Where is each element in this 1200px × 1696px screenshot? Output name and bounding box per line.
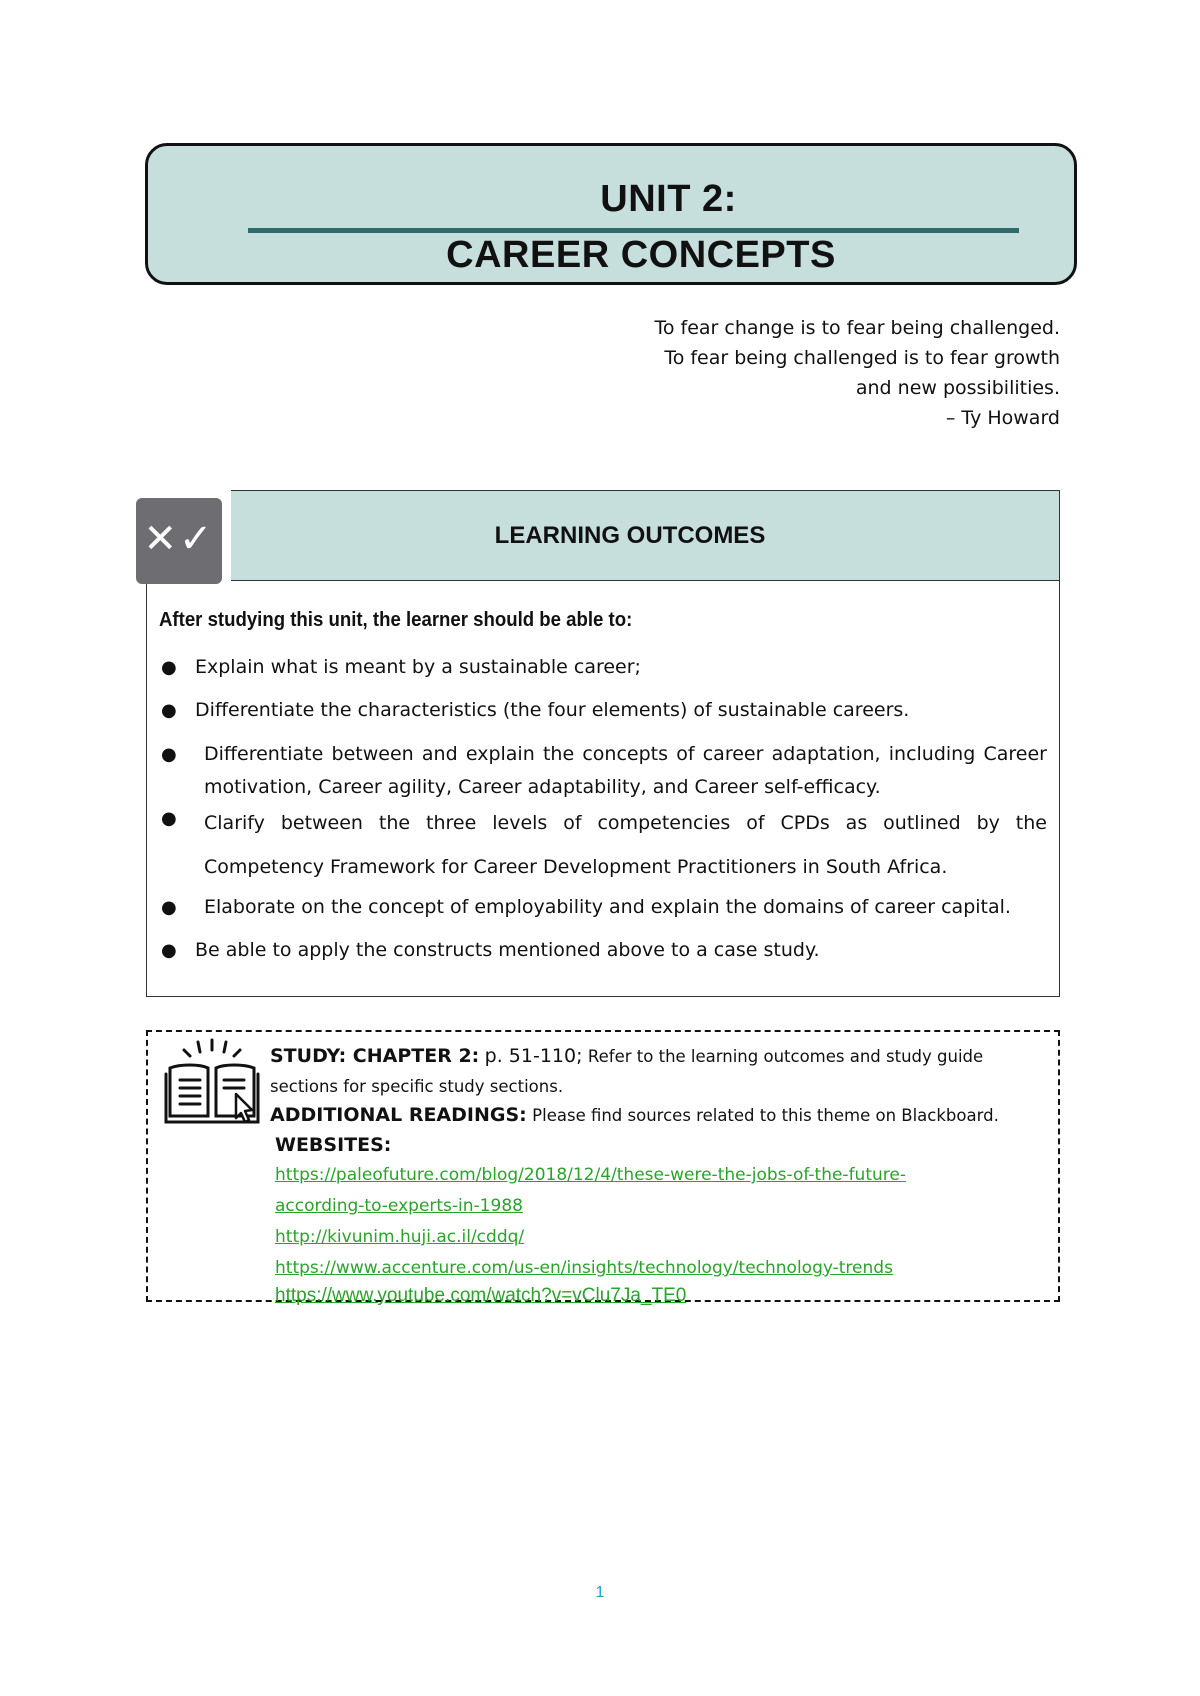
title-divider [248, 228, 1019, 233]
additional-readings-text: Please find sources related to this theme on Blackboard. [532, 1106, 999, 1125]
study-note: Refer to the learning outcomes and study guide [587, 1047, 984, 1066]
list-item: ● Explain what is meant by a sustainable career; [159, 651, 1047, 684]
list-item: ● Clarify between the three levels of competencies of CPDs as outlined by the Competency Framework for Career Development Practitioners in South Africa. [159, 801, 1047, 889]
learning-outcomes-intro: After studying this unit, the learner should be able to: [159, 609, 633, 631]
link-kivunim[interactable]: http://kivunim.huji.ac.il/cddq/ [275, 1227, 525, 1247]
bullet-icon: ● [161, 657, 177, 678]
study-chapter-label: STUDY: CHAPTER 2: [270, 1045, 480, 1067]
bullet-icon: ● [161, 744, 177, 765]
unit-number: UNIT 2: [600, 178, 737, 220]
quote-line: To fear change is to fear being challenged. [654, 317, 1060, 339]
page-number: 1 [595, 1584, 605, 1601]
bullet-icon: ● [161, 808, 177, 829]
study-pages: p. 51-110; [484, 1045, 583, 1067]
study-note-continued: sections for specific study sections. [270, 1077, 564, 1096]
link-paleofuture[interactable]: https://paleofuture.com/blog/2018/12/4/these-were-the-jobs-of-the-future- [275, 1165, 906, 1185]
list-item: ● Elaborate on the concept of employability and explain the domains of career capital. [159, 891, 1047, 924]
additional-readings-label: ADDITIONAL READINGS: [270, 1104, 527, 1126]
link-youtube[interactable]: https://www.youtube.com/watch?v=vClu7Ja_TE0 [275, 1285, 687, 1306]
study-resources-box [146, 1030, 1060, 1306]
unit-title-banner [145, 143, 1077, 285]
link-accenture[interactable]: https://www.accenture.com/us-en/insights/technology/technology-trends [275, 1258, 893, 1278]
list-item: ● Differentiate the characteristics (the four elements) of sustainable careers. [159, 694, 1047, 727]
unit-title: CAREER CONCEPTS [446, 234, 836, 276]
bullet-icon: ● [161, 897, 177, 918]
open-book-icon [162, 1038, 262, 1128]
link-paleofuture-continued[interactable]: according-to-experts-in-1988 [275, 1196, 523, 1216]
learning-outcomes-header [231, 491, 1059, 581]
bullet-icon: ● [161, 940, 177, 961]
quote-author: – Ty Howard [945, 407, 1060, 429]
epigraph-quote [654, 313, 1060, 433]
check-cross-icon: ✕✓ [136, 498, 222, 584]
quote-line: and new possibilities. [855, 377, 1060, 399]
bullet-icon: ● [161, 700, 177, 721]
list-item: ● Differentiate between and explain the concepts of career adaptation, including Career motivation, Career agility, Career adaptability, and Career self-efficacy. [159, 738, 1047, 804]
websites-label: WEBSITES: [275, 1134, 392, 1156]
learning-outcomes-heading: LEARNING OUTCOMES [494, 522, 766, 549]
learning-outcomes-list [159, 651, 1047, 967]
list-item: ● Be able to apply the constructs mentioned above to a case study. [159, 934, 1047, 967]
learning-outcomes-box [146, 490, 1060, 997]
quote-line: To fear being challenged is to fear growth [664, 347, 1060, 369]
study-instructions [270, 1042, 1038, 1308]
